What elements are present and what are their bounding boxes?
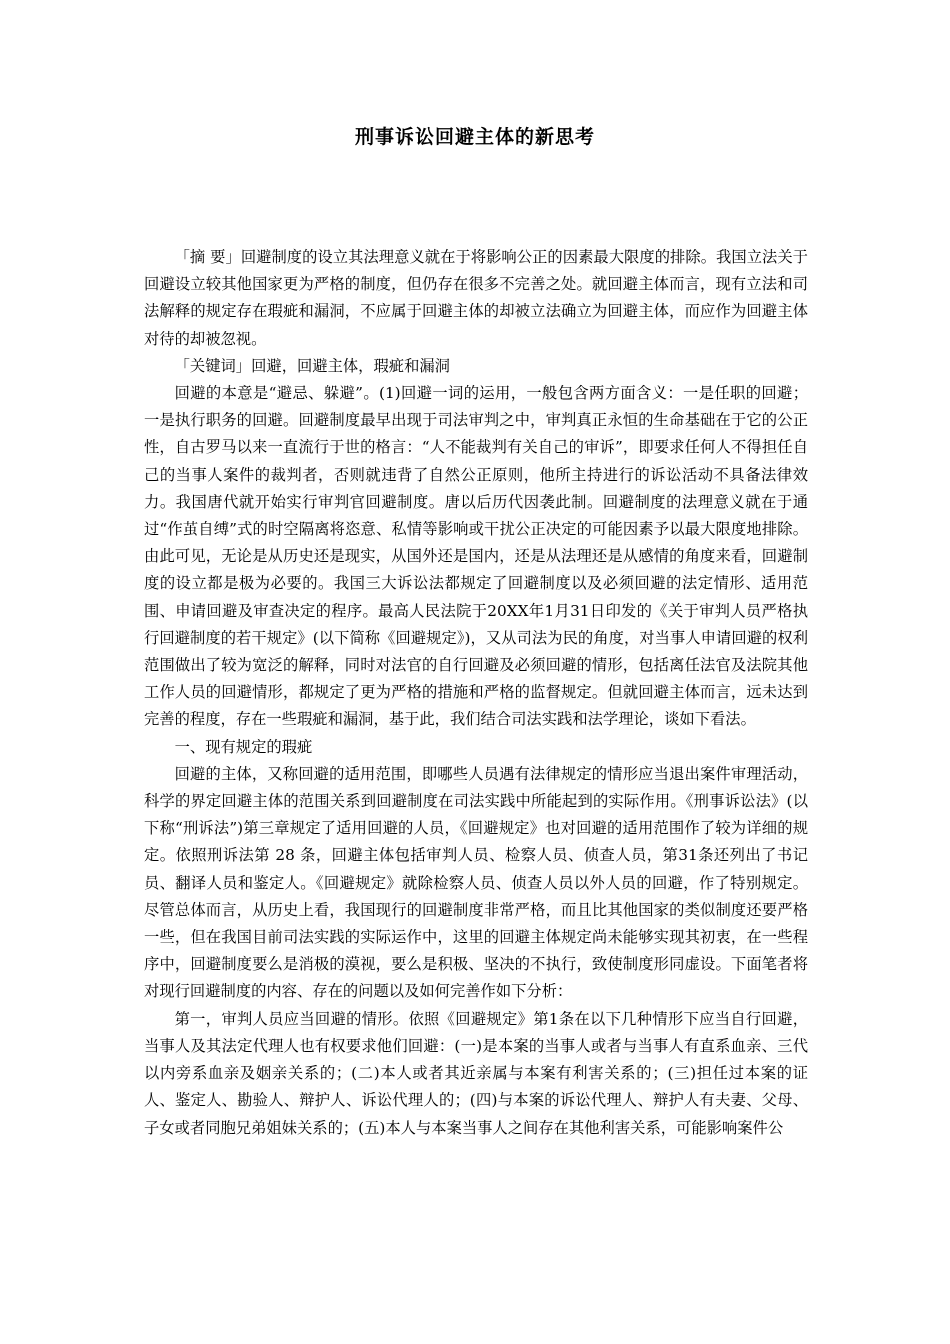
document-title: 刑事诉讼回避主体的新思考: [354, 126, 595, 148]
abstract-paragraph: [144, 244, 808, 353]
body-paragraph: 回避的本意是“避忌、躲避”。(1)回避一词的运用，一般包含两方面含义：一是任职的回避；一是执行职务的回避。回避制度最早出现于司法审判之中，审判真正永恒的生命基础在于它的公正性，自古罗马以来一直流行于世的格言：“人不能裁判有关自己的审诉”，即要求任何人不得担任自己的当事人案件的裁判者，否则就违背了自然公正原则，他所主持进行的诉讼活动不具备法律效力。我国唐代就开始实行审判官回避制度。唐以后历代因袭此制。回避制度的法理意义就在于通过“作茧自缚”式的时空隔离将恣意、私情等影响或干扰公正决定的可能因素予以最大限度地排除。由此可见，无论是从历史还是现实，从国外还是国内，还是从法理还是从感情的角度来看，回避制度的设立都是极为必要的。我国三大诉讼法都规定了回避制度以及必须回避的法定情形、适用范围、申请回避及审查决定的程序。最高人民法院于20XX年1月31日印发的《关于审判人员严格执行回避制度的若干规定》(以下简称《回避规定》)，又从司法为民的角度，对当事人申请回避的权利范围做出了较为宽泛的解释，同时对法官的自行回避及必须回避的情形，包括离任法官及法院其他工作人员的回避情形，都规定了更为严格的措施和严格的监督规定。但就回避主体而言，远未达到完善的程度，存在一些瑕疵和漏洞，基于此，我们结合司法实践和法学理论，谈如下看法。: [144, 384, 808, 729]
keywords-label: 「关键词」: [174, 356, 252, 375]
section-heading: 一、现有规定的瑕疵: [174, 737, 313, 756]
body-paragraph: 第一，审判人员应当回避的情形。依照《回避规定》第1条在以下几种情形下应当自行回避，当事人及其法定代理人也有权要求他们回避：(一)是本案的当事人或者与当事人有直系血亲、三代以内旁系血亲及姻亲关系的；(二)本人或者其近亲属与本案有利害关系的；(三)担任过本案的证人、鉴定人、勘验人、辩护人、诉讼代理人的；(四)与本案的诉讼代理人、辩护人有夫妻、父母、子女或者同胞兄弟姐妹关系的；(五)本人与本案当事人之间存在其他利害关系，可能影响案件公: [144, 1009, 808, 1137]
body-paragraph: 回避的主体，又称回避的适用范围，即哪些人员遇有法律规定的情形应当退出案件审理活动，科学的界定回避主体的范围关系到回避制度在司法实践中所能起到的实际作用。《刑事诉讼法》(以下称“刑诉法”)第三章规定了适用回避的人员，《回避规定》也对回避的适用范围作了较为详细的规定。依照刑诉法第 28 条，回避主体包括审判人员、检察人员、侦查人员，第31条还列出了书记员、翻译人员和鉴定人。《回避规定》就除检察人员、侦查人员以外人员的回避，作了特别规定。尽管总体而言，从历史上看，我国现行的回避制度非常严格，而且比其他国家的类似制度还要严格一些，但在我国目前司法实践的实际运作中，这里的回避主体规定尚未能够实现其初衷，在一些程序中，回避制度要么是消极的漠视，要么是积极、坚决的不执行，致使制度形同虚设。下面笔者将对现行回避制度的内容、存在的问题以及如何完善作如下分析：: [144, 764, 808, 1001]
abstract-label: 「摘 要」: [174, 248, 241, 266]
abstract-text: 回避制度的设立其法理意义就在于将影响公正的因素最大限度的排除。我国立法关于回避设立较其他国家更为严格的制度，但仍存在很多不完善之处。就回避主体而言，现有立法和司法解释的规定存在瑕疵和漏洞，不应属于回避主体的却被立法确立为回避主体，而应作为回避主体对待的却被忽视。: [144, 248, 808, 348]
document-body: [144, 244, 808, 1142]
keywords-paragraph: [144, 353, 808, 380]
keywords-text: 回避，回避主体，瑕疵和漏洞: [251, 356, 450, 375]
